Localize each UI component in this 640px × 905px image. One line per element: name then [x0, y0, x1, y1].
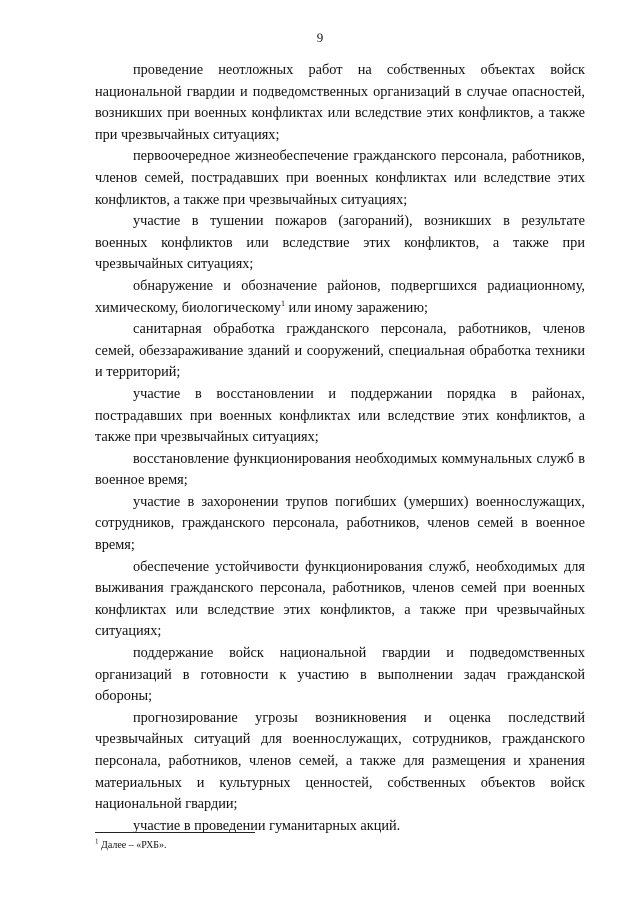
paragraph — [95, 276, 585, 319]
paragraph-text: обнаружение и обозначение районов, подвергшихся радиационному, химическому, биологическому — [95, 277, 585, 316]
body-text — [95, 60, 585, 837]
footnote-divider — [95, 832, 255, 833]
paragraph-text-after: или иному заражению; — [284, 299, 428, 316]
paragraph: участие в захоронении трупов погибших (умерших) военнослужащих, сотрудников, гражданского персонала, работников, членов семей в военное время; — [95, 493, 585, 554]
footnote-text: Далее – «РХБ». — [98, 840, 167, 851]
paragraph: восстановление функционирования необходимых коммунальных служб в военное время; — [95, 450, 585, 489]
paragraph: прогнозирование угрозы возникновения и оценка последствий чрезвычайных ситуаций для военнослужащих, сотрудников, гражданского персонала, работников, членов семей, а также для размещения и хранения материальных и культурных ценностей, собственных объектов войск национальной гвардии; — [95, 709, 585, 813]
paragraph: санитарная обработка гражданского персонала, работников, членов семей, обеззараживание зданий и сооружений, специальная обработка техники и территорий; — [95, 321, 585, 381]
paragraph: первоочередное жизнеобеспечение гражданского персонала, работников, членов семей, пострадавших при военных конфликтах или вследствие этих конфликтов, а также при чрезвычайных ситуациях; — [95, 148, 585, 208]
paragraph: участие в проведении гуманитарных акций. — [133, 817, 401, 834]
paragraph: обеспечение устойчивости функционирования служб, необходимых для выживания гражданского персонала, работников, членов семей при военных конфликтах или вследствие этих конфликтов, а также при чрезвычайных ситуациях; — [95, 558, 585, 640]
footnote-reference: 1 — [280, 298, 285, 308]
page-number: 9 — [316, 30, 324, 45]
paragraph: поддержание войск национальной гвардии и подведомственных организаций в готовности к участию в выполнении задач гражданской обороны; — [95, 645, 585, 705]
paragraph: участие в восстановлении и поддержании порядка в районах, пострадавших при военных конфликтах или вследствие этих конфликтов, а также при чрезвычайных ситуациях; — [95, 385, 585, 446]
paragraph: проведение неотложных работ на собственных объектах войск национальной гвардии и подведомственных организаций в случае опасностей, возникших при военных конфликтах или вследствие этих конфликтов, а также при чрезвычайных ситуациях; — [95, 62, 585, 143]
footnote-marker: 1 — [95, 837, 99, 846]
footnote — [95, 837, 167, 852]
paragraph: участие в тушении пожаров (загораний), возникших в результате военных конфликтов или вследствие этих конфликтов, а также при чрезвычайных ситуациях; — [95, 213, 585, 273]
